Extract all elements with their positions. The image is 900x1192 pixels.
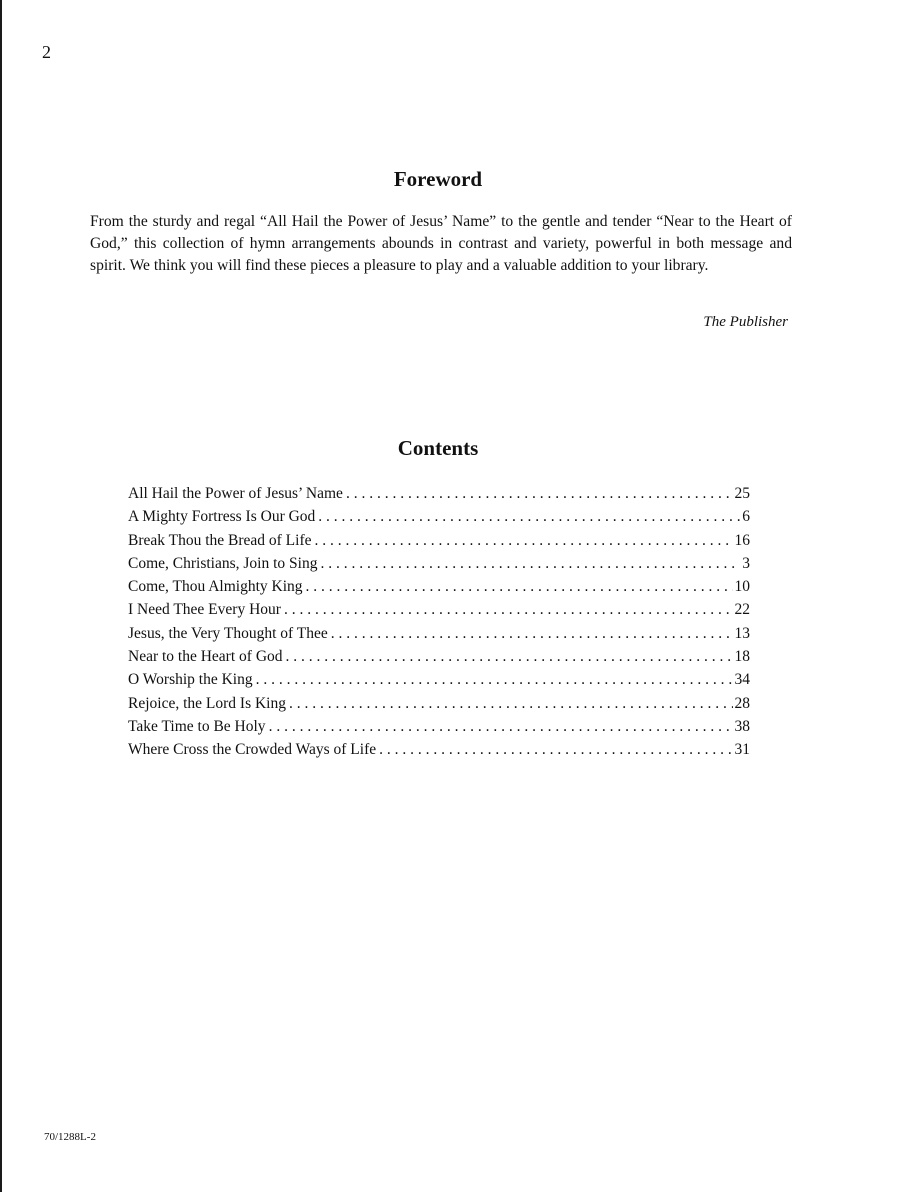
contents-entry-title: Jesus, the Very Thought of Thee [128, 624, 328, 642]
contents-entry[interactable] [128, 625, 750, 648]
contents-entry-title: I Need Thee Every Hour [128, 601, 281, 619]
contents-entry-page: 38 [734, 717, 750, 735]
contents-entry-page: 13 [734, 624, 750, 642]
contents-entry-title: Break Thou the Bread of Life [128, 531, 312, 549]
contents-entry-title: A Mighty Fortress Is Our God [128, 508, 316, 526]
contents-entry[interactable] [128, 532, 750, 555]
contents-entry[interactable] [128, 508, 750, 531]
dot-leader [379, 741, 732, 759]
contents-entry-title: Come, Thou Almighty King [128, 578, 303, 596]
contents-entry-page: 6 [742, 508, 750, 526]
contents-entry-page: 3 [742, 554, 750, 572]
contents-entry-page: 16 [734, 531, 750, 549]
contents-entry-page: 22 [734, 601, 750, 619]
contents-entry-title: Where Cross the Crowded Ways of Life [128, 741, 377, 759]
contents-entry[interactable] [128, 485, 750, 508]
contents-entry-page: 25 [734, 485, 750, 502]
dot-leader [320, 555, 740, 573]
contents-entry-title: Near to the Heart of God [128, 648, 283, 666]
contents-entry[interactable] [128, 718, 750, 741]
dot-leader [269, 718, 733, 736]
dot-leader [284, 601, 733, 619]
dot-leader [346, 485, 733, 503]
contents-entry-title: All Hail the Power of Jesus’ Name [128, 485, 343, 502]
contents-entry-page: 31 [734, 741, 750, 759]
contents-entry[interactable] [128, 578, 750, 601]
dot-leader [289, 695, 733, 713]
contents-entry-title: Come, Christians, Join to Sing [128, 554, 318, 572]
foreword-signature: The Publisher [703, 314, 788, 330]
dot-leader [315, 532, 733, 550]
dot-leader [306, 578, 733, 596]
contents-entry[interactable] [128, 601, 750, 624]
contents-entry[interactable] [128, 695, 750, 718]
contents-list [128, 485, 750, 765]
contents-entry-title: O Worship the King [128, 671, 253, 689]
contents-entry-page: 10 [734, 578, 750, 596]
contents-entry-page: 28 [734, 694, 750, 712]
dot-leader [331, 625, 733, 643]
contents-entry[interactable] [128, 648, 750, 671]
dot-leader [286, 648, 733, 666]
contents-entry-page: 18 [734, 648, 750, 666]
contents-entry[interactable] [128, 671, 750, 694]
contents-entry-title: Take Time to Be Holy [128, 717, 266, 735]
contents-entry[interactable] [128, 741, 750, 764]
dot-leader [256, 671, 733, 689]
contents-entry-title: Rejoice, the Lord Is King [128, 694, 286, 712]
contents-title: Contents [397, 436, 479, 460]
catalog-code: 70/1288L-2 [44, 1131, 96, 1143]
contents-entry[interactable] [128, 555, 750, 578]
foreword-body: From the sturdy and regal “All Hail the Power of Jesus’ Name” to the gentle and tender “Near to the Heart of God,” this collection of hymn arrangements abounds in contrast and variety, powerful in both message and spirit. We think you will find these pieces a pleasure to play and a valuable addition to your library. [90, 213, 792, 274]
page-number: 2 [42, 42, 51, 62]
dot-leader [318, 508, 740, 526]
foreword-title: Foreword [393, 167, 483, 191]
contents-entry-page: 34 [734, 671, 750, 689]
